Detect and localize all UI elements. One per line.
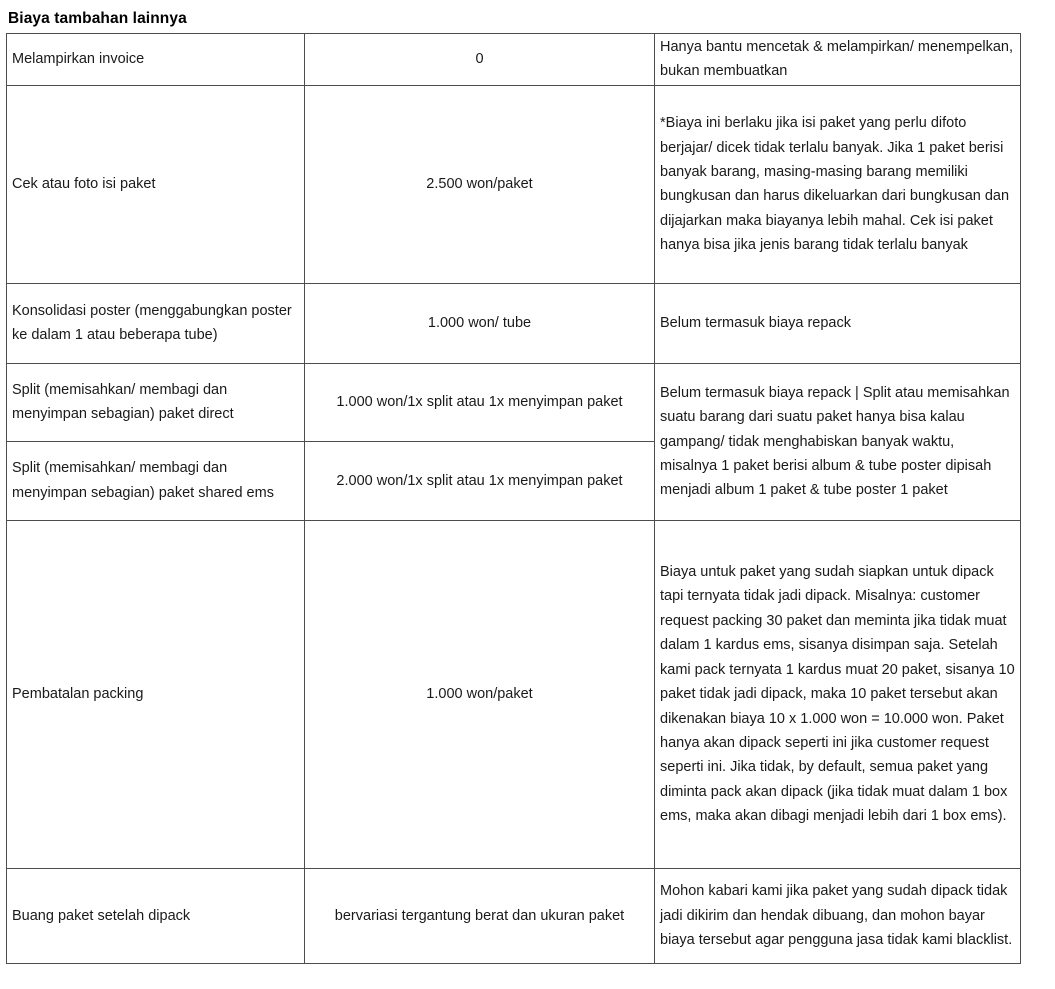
note-cell: Mohon kabari kami jika paket yang sudah dipack tidak jadi dikirim dan hendak dibuang, dan mohon bayar biaya tersebut agar pengguna jasa tidak kami blacklist. [655,868,1021,963]
table-row [7,520,1021,868]
note-cell: Hanya bantu mencetak & melampirkan/ menempelkan, bukan membuatkan [655,34,1021,86]
table-row [7,283,1021,363]
note-cell: Biaya untuk paket yang sudah siapkan untuk dipack tapi ternyata tidak jadi dipack. Misalnya: customer request packing 30 paket dan meminta jika tidak muat dalam 1 kardus ems, sisanya disimpan saja. Setelah kami pack ternyata 1 kardus muat 20 paket, sisanya 10 paket tidak jadi dipack, maka 10 paket tersebut akan dikenakan biaya 10 x 1.000 won = 10.000 won. Paket hanya akan dipack seperti ini jika customer request seperti ini. Jika tidak, by default, semua paket yang diminta pack akan dipack (jika tidak muat dalam 1 box ems, maka akan dibagi menjadi lebih dari 1 box ems). [655,520,1021,868]
table-row [7,868,1021,963]
price-cell: 2.000 won/1x split atau 1x menyimpan paket [305,441,655,520]
additional-fees-table [6,33,1021,964]
item-cell: Cek atau foto isi paket [7,85,305,283]
note-cell-merged: Belum termasuk biaya repack | Split atau memisahkan suatu barang dari suatu paket hanya bisa kalau gampang/ tidak menghabiskan banyak waktu, misalnya 1 paket berisi album & tube poster dipisah menjadi album 1 paket & tube poster 1 paket [655,363,1021,520]
price-cell: 1.000 won/1x split atau 1x menyimpan paket [305,363,655,441]
price-cell: bervariasi tergantung berat dan ukuran paket [305,868,655,963]
table-row [7,85,1021,283]
table-row [7,34,1021,86]
item-cell: Konsolidasi poster (menggabungkan poster ke dalam 1 atau beberapa tube) [7,283,305,363]
note-cell: Belum termasuk biaya repack [655,283,1021,363]
note-cell: *Biaya ini berlaku jika isi paket yang perlu difoto berjajar/ dicek tidak terlalu banyak. Jika 1 paket berisi banyak barang, masing-masing barang memiliki bungkusan dan harus dikeluarkan dari bungkusan dan dijajarkan maka biayanya lebih mahal. Cek isi paket hanya bisa jika jenis barang tidak terlalu banyak [655,85,1021,283]
item-cell: Buang paket setelah dipack [7,868,305,963]
price-cell: 1.000 won/ tube [305,283,655,363]
page-title: Biaya tambahan lainnya [8,10,187,27]
item-cell: Pembatalan packing [7,520,305,868]
price-cell: 0 [305,34,655,86]
table-row [7,363,1021,441]
item-cell: Melampirkan invoice [7,34,305,86]
price-cell: 1.000 won/paket [305,520,655,868]
price-cell: 2.500 won/paket [305,85,655,283]
item-cell: Split (memisahkan/ membagi dan menyimpan sebagian) paket shared ems [7,441,305,520]
item-cell: Split (memisahkan/ membagi dan menyimpan sebagian) paket direct [7,363,305,441]
